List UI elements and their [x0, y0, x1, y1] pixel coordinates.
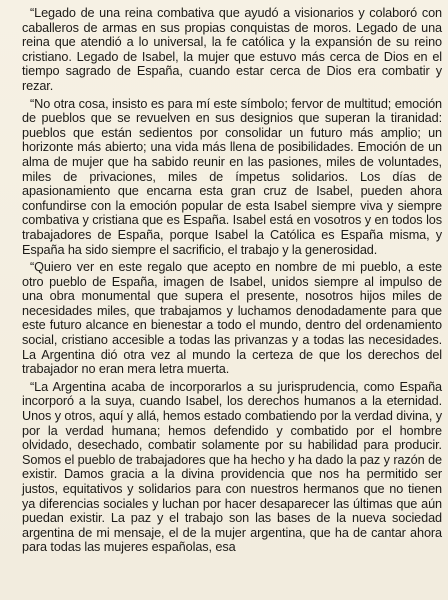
paragraph-3: “Quiero ver en este regalo que acepto en nombre de mi pueblo, a este otro pueblo de España, imagen de Isabel, unidos siempre al impulso de una obra monumental que supera el presente, nosotros hijos miles de necesidades miles, que trabajamos y luchamos denodadamente para que este futuro alcance en bienestar a todo el mundo, dentro del ordenamiento social, cristiano accesible a todas las privanzas y a todas las necesidades. La Argentina dió otra vez al mundo la certeza de que los derechos del trabajador no eran mera letra muerta.	[22, 260, 442, 377]
paragraph-2: “No otra cosa, insisto es para mí este símbolo; fervor de multitud; emoción de pueblos que se revuelven en sus designios que superan la tiranidad: pueblos que están sedientos por consolidar un futuro más amplio; un horizonte más abierto; una vida más llena de posibilidades. Emoción de un alma de mujer que ha sabido reunir en las pasiones, miles de voluntades, miles de privaciones, miles de ímpetus solidarios. Los días de apasionamiento que encarna esta gran cruz de Isabel, pueden ahora confundirse con la emoción popular de esta Isabel siempre viva y siempre combativa y cristiana que es España. Isabel está en vosotros y en todos los trabajadores de España, porque Isabel la Católica es España misma, y España ha sido siempre el sacrificio, el trabajo y la generosidad.	[22, 96, 442, 257]
paragraph-4: “La Argentina acaba de incorporarlos a su jurisprudencia, como España incorporó a la suya, cuando Isabel, los derechos humanos a la eternidad. Unos y otros, aquí y allá, hemos estado combatiendo por la verdad divina, y por la verdad humana; hemos defendido y combatido por el hombre olvidado, desechado, combatir solamente por su habilidad para producir. Somos el pueblo de trabajadores que ha hecho y ha dado la paz y razón de existir. Damos gracia a la divina providencia que nos ha permitido ser justos, equitativos y solidarios para con nuestros hermanos que no tienen ya diferencias sociales y luchan por hacer desaparecer las últimas que aún puedan existir. La paz y el trabajo son las bases de la nueva sociedad argentina de mi mensaje, el de la mujer argentina, que ha de cantar ahora para todas las mujeres españolas, esa	[22, 379, 442, 555]
paragraph-1: “Legado de una reina combativa que ayudó a visionarios y colaboró con caballeros de armas en sus propias conquistas de moros. Legado de una reina que atendió a lo universal, la fe católica y la expansión de su reino cristiano. Legado de Isabel, la mujer que estuvo más cerca de Dios en el tiempo sagrado de España, cuando estar cerca de Dios era combatir y rezar.	[22, 6, 442, 93]
